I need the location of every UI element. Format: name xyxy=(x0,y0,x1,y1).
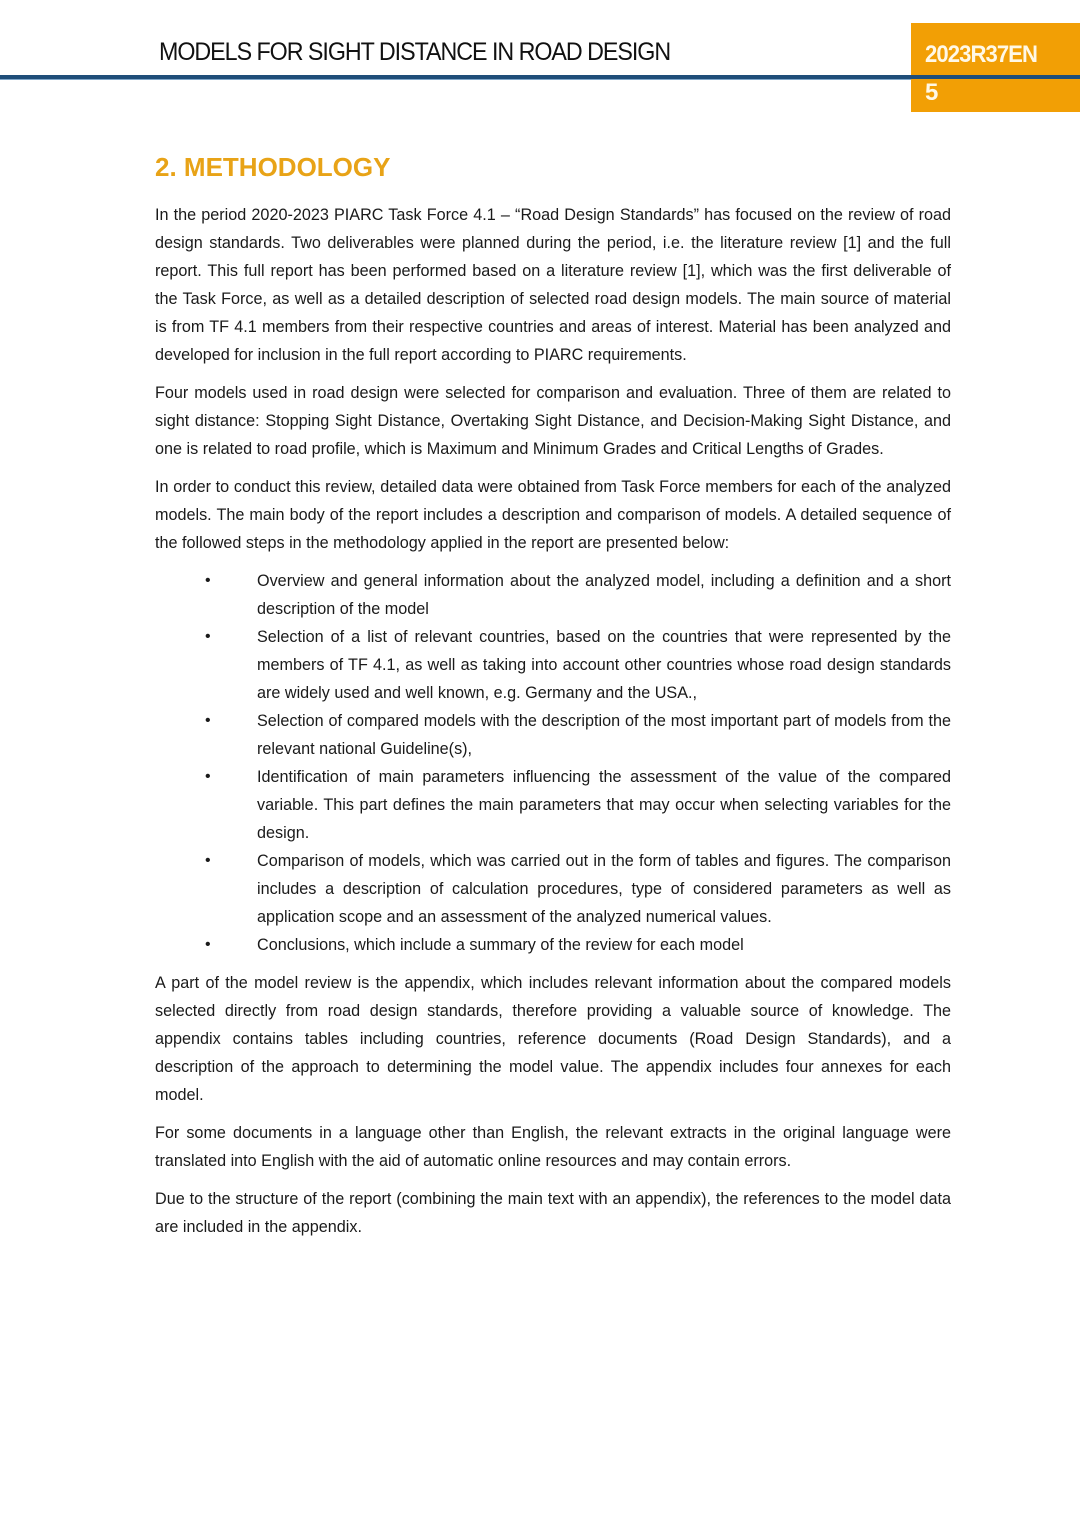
paragraph-appendix: A part of the model review is the appendix, which includes relevant information about the compared models selected directly from road design standards, therefore providing a valuable source of knowledge. The appendix contains tables including countries, reference documents (Road Design Standards), and a description of the approach to determining the model value. The appendix includes four annexes for each model. xyxy=(155,974,951,1104)
bullet-icon: • xyxy=(205,712,211,729)
list-item xyxy=(155,567,951,623)
paragraph-models: Four models used in road design were selected for comparison and evaluation. Three of them are related to sight distance: Stopping Sight Distance, Overtaking Sight Distance, and Decision-Making Sight Distance, and one is related to road profile, which is Maximum and Minimum Grades and Critical Lengths of Grades. xyxy=(155,384,951,458)
list-item xyxy=(155,623,951,707)
page-number: 5 xyxy=(925,79,939,106)
list-item-text: Selection of a list of relevant countries, based on the countries that were represented by the members of TF 4.1, as well as taking into account other countries whose road design standards are widely used and well known, e.g. Germany and the USA., xyxy=(257,628,951,702)
list-item-text: Selection of compared models with the description of the most important part of models from the relevant national Guideline(s), xyxy=(257,712,951,758)
report-badge xyxy=(911,23,1080,112)
bullet-icon: • xyxy=(205,936,211,953)
list-item xyxy=(155,763,951,847)
list-item xyxy=(155,931,951,959)
list-item-text: Comparison of models, which was carried out in the form of tables and figures. The comparison includes a description of calculation procedures, type of considered parameters as well as application scope and an assessment of the analyzed numerical values. xyxy=(257,852,951,926)
paragraph-review: In order to conduct this review, detailed data were obtained from Task Force members for each of the analyzed models. The main body of the report includes a description and comparison of models. A detailed sequence of the followed steps in the methodology applied in the report are presented below: xyxy=(155,478,951,552)
bullet-icon: • xyxy=(205,572,211,589)
running-header-title: MODELS FOR SIGHT DISTANCE IN ROAD DESIGN xyxy=(159,38,671,66)
body-content xyxy=(155,201,951,1251)
list-item-text: Identification of main parameters influencing the assessment of the value of the compared variable. This part defines the main parameters that may occur when selecting variables for the design. xyxy=(257,768,951,842)
bullet-icon: • xyxy=(205,852,211,869)
paragraph-intro: In the period 2020-2023 PIARC Task Force 4.1 – “Road Design Standards” has focused on the review of road design standards. Two deliverables were planned during the period, i.e. the literature review [1] and the full report. This full report has been performed based on a literature review [1], which was the first deliverable of the Task Force, as well as a detailed description of selected road design models. The main source of material is from TF 4.1 members from their respective countries and areas of interest. Material has been analyzed and developed for inclusion in the full report according to PIARC requirements. xyxy=(155,206,951,364)
list-item-text: Conclusions, which include a summary of the review for each model xyxy=(257,936,744,954)
list-item xyxy=(155,847,951,931)
paragraph-references-note: Due to the structure of the report (combining the main text with an appendix), the references to the model data are included in the appendix. xyxy=(155,1190,951,1236)
list-item xyxy=(155,707,951,763)
list-item-text: Overview and general information about the analyzed model, including a definition and a short description of the model xyxy=(257,572,951,618)
paragraph-translation-note: For some documents in a language other than English, the relevant extracts in the original language were translated into English with the aid of automatic online resources and may contain errors. xyxy=(155,1124,951,1170)
bullet-icon: • xyxy=(205,768,211,785)
bullet-icon: • xyxy=(205,628,211,645)
methodology-steps-list xyxy=(155,567,951,959)
section-heading: 2. METHODOLOGY xyxy=(155,152,391,182)
report-code: 2023R37EN xyxy=(925,41,1038,68)
